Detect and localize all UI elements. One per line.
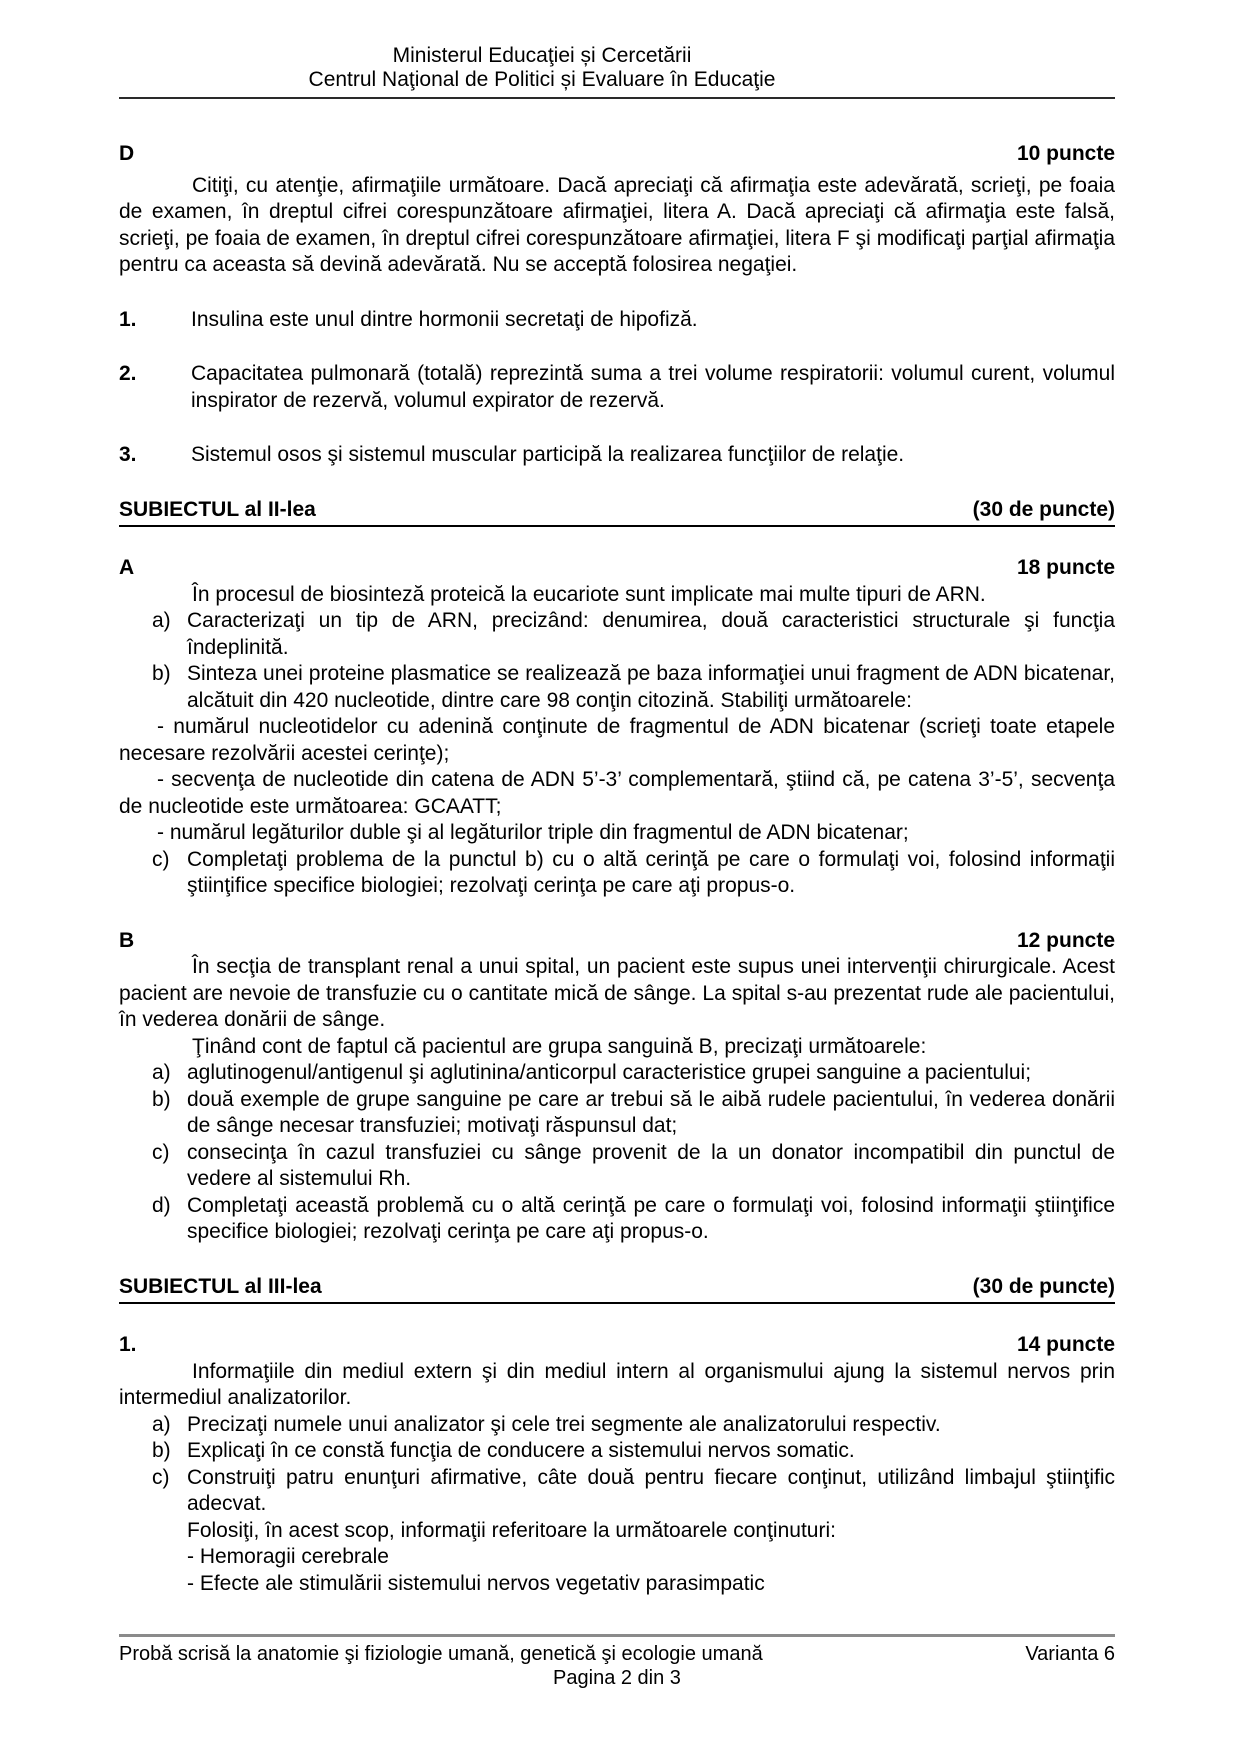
question-1-points: 14 puncte [1016,1333,1115,1356]
question-1-item-c [119,1465,1115,1518]
part-a-dash-1: - numărul nucleotidelor cu adenină conţinute de fragmentul de ADN bicatenar (scrieţi toate etapele necesare rezolvării acestei cerinţe); [119,715,1115,765]
part-b-item-b-text: două exemple de grupe sanguine pe care ar trebui să le aibă rudele pacientului, în vederea donării de sânge necesar transfuziei; motivaţi răspunsul dat; [187,1087,1115,1137]
part-b-item-d-text: Completaţi această problemă cu o altă cerinţă pe care o formulaţi voi, folosind informaţii ştiinţifice specifice biologiei; rezolvaţi cerinţa pe care aţi propus-o. [187,1193,1115,1243]
section-d-intro: Citiţi, cu atenţie, afirmaţiile următoare. Dacă apreciaţi că afirmaţia este adevărată, scrieţi, pe foaia de examen, în dreptul cifrei corespunzătoare afirmaţiei, litera A. Dacă apreciaţi că afirmaţia este falsă, scrieţi, pe foaia de examen, în dreptul cifrei corespunzătoare afirmaţiei, litera F şi modificaţi parţial afirmaţia pentru ca aceasta să devină adevărată. Nu se acceptă folosirea negaţiei. [119,173,1115,276]
section-d-heading [119,141,1115,168]
question-1-content-2: - Efecte ale stimulării sistemului nervos vegetativ parasimpatic [187,1571,765,1595]
footer-exam-title: Probă scrisă la anatomie şi fiziologie umană, genetică şi ecologie umană [119,1643,763,1665]
part-a-label: A [119,556,135,579]
question-1-item-c-text: Construiţi patru enunţuri afirmative, câte două pentru fiecare conţinut, utilizând limbajul ştiinţific adecvat. [187,1465,1115,1515]
question-1-label: 1. [119,1333,137,1356]
question-1-item-a-text: Precizaţi numele unui analizator şi cele trei segmente ale analizatorului respectiv. [187,1412,941,1436]
subject-2-heading [119,497,1115,528]
statement-3-number: 3. [119,443,137,466]
part-b-item-a-marker: a) [152,1061,171,1084]
part-a-dash-2: - secvenţa de nucleotide din catena de ADN 5’-3’ complementară, ştiind că, pe catena 3’-5’, secvenţa de nucleotide este următoarea: GCAATT; [119,768,1115,818]
subject-3-heading [119,1274,1115,1305]
subject-3-title: SUBIECTUL al III-lea [119,1274,322,1298]
part-b-item-c-text: consecinţa în cazul transfuziei cu sânge provenit de la un donator incompatibil din punctul de vedere al sistemului Rh. [187,1140,1115,1190]
part-a-item-b-text: Sinteza unei proteine plasmatice se realizează pe baza informaţiei unui fragment de ADN bicatenar, alcătuit din 420 nucleotide, dintre care 98 conţin citozină. Stabiliţi următoarele: [187,662,1115,712]
question-1-item-a [119,1412,1115,1439]
statement-1 [119,307,1115,334]
part-b-item-d-marker: d) [152,1193,171,1217]
question-1-item-b-marker: b) [152,1439,171,1462]
part-b-item-c-marker: c) [152,1140,170,1164]
exam-body [119,141,1115,1597]
header-text [119,44,965,92]
part-b-label: B [119,928,135,952]
question-1-content-1: - Hemoragii cerebrale [187,1545,389,1568]
part-a-heading [119,555,1115,582]
statement-1-number: 1. [119,307,137,331]
part-a-points: 18 puncte [1016,556,1115,579]
subject-2-points: (30 de puncte) [972,497,1115,521]
part-a-item-a-marker: a) [152,609,171,632]
subject-3-points: (30 de puncte) [972,1274,1115,1298]
statement-3-text: Sistemul osos şi sistemul muscular participă la realizarea funcţiilor de relaţie. [191,443,905,466]
footer-row [119,1642,1115,1666]
section-d-label: D [119,142,135,165]
part-b-paragraph-1: În secţia de transplant renal a unui spital, un pacient este supus unei intervenţii chirurgicale. Acest pacient are nevoie de transfuzie cu o cantitate mică de sânge. La spital s-au prezentat rude ale pacientului, în vederea donării de sânge. [119,955,1115,1031]
part-a-item-c [119,847,1115,900]
question-1-intro: Informaţiile din mediul extern şi din mediul intern al organismului ajung la sistemul nervos prin intermediul analizatorilor. [119,1359,1115,1409]
part-b-item-b [119,1087,1115,1140]
statement-3 [119,442,1115,469]
question-1-heading [119,1332,1115,1359]
question-1-extra-line: Folosiţi, în acest scop, informaţii referitoare la următoarele conţinuturi: [187,1518,836,1542]
ministry-line: Ministerul Educaţiei și Cercetării [392,44,692,67]
statement-2 [119,361,1115,414]
part-b-item-a [119,1060,1115,1087]
header-rule [119,97,1115,99]
footer-page-number: Pagina 2 din 3 [553,1667,681,1689]
part-b-item-b-marker: b) [152,1087,171,1111]
section-d-points: 10 puncte [1016,142,1115,165]
part-b-item-a-text: aglutinogenul/antigenul şi aglutinina/anticorpul caracteristice grupei sanguine a pacientului; [187,1061,1032,1084]
center-line: Centrul Naţional de Politici și Evaluare în Educaţie [308,68,776,91]
page-footer [119,1634,1115,1690]
question-1-item-b [119,1438,1115,1465]
part-a-item-a [119,608,1115,661]
part-a-item-a-text: Caracterizaţi un tip de ARN, precizând: denumirea, două caracteristici structurale şi funcţia îndeplinită. [187,609,1115,659]
part-b-heading [119,928,1115,955]
part-a-item-c-marker: c) [152,847,170,871]
question-1-item-a-marker: a) [152,1412,171,1436]
part-b-item-d [119,1193,1115,1246]
subject-2-title: SUBIECTUL al II-lea [119,497,316,521]
statement-2-text: Capacitatea pulmonară (totală) reprezintă suma a trei volume respiratorii: volumul curent, volumul inspirator de rezervă, volumul expirator de rezervă. [191,362,1115,412]
statement-2-number: 2. [119,362,137,385]
question-1-item-b-text: Explicaţi în ce constă funcţia de conducere a sistemului nervos somatic. [187,1439,855,1462]
footer-variant: Varianta 6 [1025,1643,1115,1665]
page-header [119,44,1115,99]
part-a-item-b [119,661,1115,714]
part-a-intro: În procesul de biosinteză proteică la eucariote sunt implicate mai multe tipuri de ARN. [192,582,986,606]
part-a-dash-3: - numărul legăturilor duble şi al legăturilor triple din fragmentul de ADN bicatenar; [157,821,909,844]
part-b-item-c [119,1140,1115,1193]
part-a-item-c-text: Completaţi problema de la punctul b) cu o altă cerinţă pe care o formulaţi voi, folosind informaţii ştiinţifice specifice biologiei; rezolvaţi cerinţa pe care aţi propus-o. [187,847,1115,897]
footer-rule [119,1634,1115,1637]
part-b-points: 12 puncte [1016,928,1115,952]
part-b-paragraph-2: Ţinând cont de faptul că pacientul are grupa sanguină B, precizaţi următoarele: [192,1034,927,1058]
question-1-item-c-marker: c) [152,1465,170,1489]
statement-1-text: Insulina este unul dintre hormonii secretaţi de hipofiză. [191,307,698,331]
part-a-item-b-marker: b) [152,662,171,685]
